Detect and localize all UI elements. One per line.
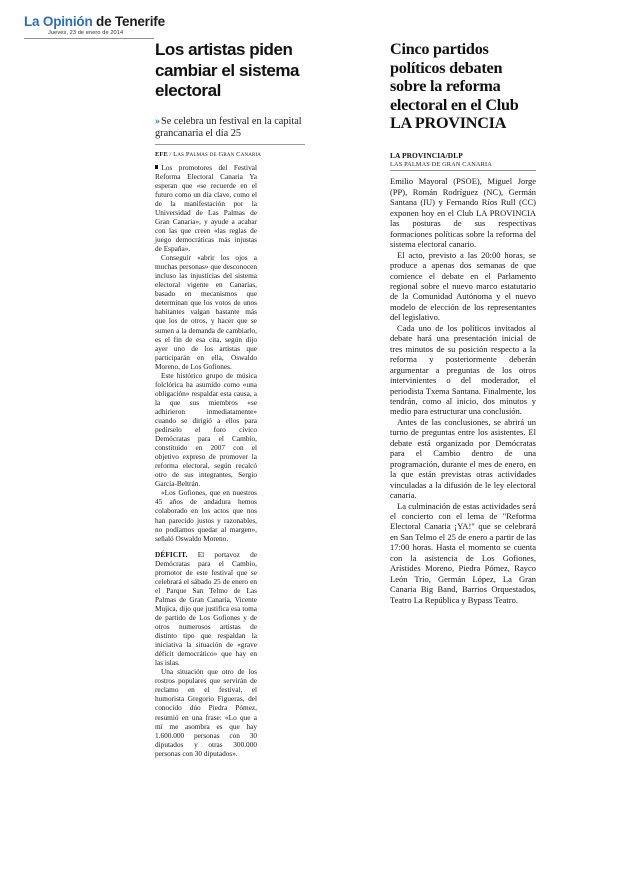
right-byline-divider — [390, 170, 536, 171]
left-section-kicker: DÉFICIT. — [155, 549, 188, 559]
square-bullet-icon — [155, 165, 158, 168]
right-paragraph-5: La culminación de estas actividades será el concierto con el lema de "Reforma Electoral Canaria ¡YA!" que se celebrará en San Telmo el 25 de enero a partir de las 17:00 horas. Hasta el momento se cuenta con la asistencia de Los Gofiones, Arístides Moreno, Piedra Pómez, Rayco León Trío, Germán López, La Gran Canaria Big Band, Barrios Orquestados, Teatro La República y Bypass Teatro. — [390, 500, 536, 605]
right-byline-place: LAS PALMAS DE GRAN CANARIA — [390, 160, 492, 168]
left-paragraph-4: «Los Gofiones, que en nuestros 45 años de andadura hemos colaborado en los actos que nos han parecido justos y razonables, no podíamos quedar al margen», señaló Oswaldo Moreno. — [155, 488, 257, 543]
left-byline-agency: EFE — [155, 150, 168, 158]
left-paragraph-1-text: Los promotores del Festival Reforma Electoral Canaria Ya esperan que «se recuerde en el futuro como un día clave, como el de la manifestación por la Universidad de Las Palmas de Gran Canaria», y ayude a acabar con las que creen «las reglas de juego democráticas más injustas de España». — [155, 162, 257, 254]
right-article-body — [390, 176, 536, 605]
left-article-subhead-block — [155, 116, 305, 145]
left-article-subhead — [155, 116, 305, 141]
masthead-date: Jueves, 23 de enero de 2014 — [48, 30, 124, 36]
right-paragraph-3: Cada uno de los políticos invitados al debate hará una presentación inicial de tres minutos de su posición respecto a la reforma y posteriormente deberán argumentar a preguntas de los otros intervinientes o del moderador, el periodista Txema Santana. Finalmente, los tendrán, como al inicio, dos minutos y medio para estructurar una conclusión. — [390, 322, 536, 417]
masthead-brand — [24, 14, 164, 29]
left-article-byline — [155, 151, 305, 158]
left-paragraph-1 — [155, 163, 257, 253]
brand-de: de — [92, 14, 115, 29]
left-article-subhead-text: Se celebra un festival en la capital grancanaria el día 25 — [155, 115, 302, 140]
left-byline-separator: / — [167, 150, 174, 158]
right-article-column — [390, 40, 536, 605]
left-byline-place: Las Palmas de Gran Canaria — [173, 150, 262, 158]
left-article-headline: Los artistas piden cambiar el sistema electoral — [155, 40, 300, 100]
right-article-headline: Cinco partidos políticos debaten sobre la reforma electoral en el Club LA PROVINCIA — [390, 40, 519, 133]
brand-tenerife: Tenerife — [114, 14, 165, 29]
right-paragraph-1: Emilio Mayoral (PSOE), Miguel Jorge (PP), Román Rodríguez (NC), Germán Santana (IU) y Fernando Ríos Rull (CC) exponen hoy en el Club LA PROVINCIA las posturas de sus respectivas formaciones políticas sobre la reforma del sistema electoral canario. — [390, 176, 536, 250]
left-subhead-divider — [155, 144, 305, 145]
brand-opinion: Opinión — [42, 14, 93, 29]
left-section-deficit — [155, 550, 257, 668]
right-article-byline — [390, 151, 536, 172]
masthead-divider — [24, 38, 154, 39]
left-paragraph-2: Conseguir «abrir los ojos a muchas personas» que desconocen incluso las injusticias del sistema electoral vigente en Canarias, basado en mecanismos que determinan que los votos de unos habitantes valgan bastante más que los de otros, y hacer que se sumen a la demanda de cambiarlo, es el fin de esa cita, según dijo ayer uno de los artistas que participarán en ella, Oswaldo Moreno, de Los Gofiones. — [155, 253, 257, 371]
brand-la: La — [24, 14, 43, 29]
right-byline-source: LA PROVINCIA/DLP — [390, 150, 463, 160]
left-section-paragraph-1: El portavoz de Demócratas para el Cambio, promotor de este festival que se celebrará el sábado 25 de enero en el Parque San Telmo de Las Palmas de Gran Canaria, Vicente Mujica, dijo que justifica esa toma de partido de Los Gofiones y de otros numerosos artistas de distinto tipo que respaldan la iniciativa la situación de «grave déficit democrático» que hay en las islas. — [155, 549, 257, 668]
double-chevron-icon: » — [155, 115, 158, 127]
left-paragraph-3: Este histórico grupo de música folclórica ha asumido como «una obligación» respaldar esta causa, a la que sus miembros «se adhirieron inmediatamente» cuando se dirigió a ellos para pedírselo el foro cívico Demócratas para el Cambio, constituido en 2007 con el objetivo expreso de promover la reforma electoral, según recalcó otro de sus integrantes, Sergio García-Beltrán. — [155, 370, 257, 489]
left-article-column — [155, 40, 302, 758]
right-paragraph-4: Antes de las conclusiones, se abrirá un turno de preguntas entre los asistentes. El debate está organizado por Demócratas para el Cambio dentro de una programación, durante el mes de enero, en la que están previstas otras actividades vinculadas a la difusión de le ley electoral canaria. — [390, 416, 536, 501]
masthead — [24, 14, 164, 36]
left-article-body — [155, 163, 257, 758]
right-paragraph-2: El acto, previsto a las 20:00 horas, se produce a apenas dos semanas de que comience el debate en el Parlamento regional sobre el nuevo marco estatutario de la Comunidad Autónoma y el nuevo modelo de elección de los representantes del legislativo. — [390, 249, 536, 323]
left-section-paragraph-2: Una situación que otro de los rostros populares que servirán de reclamo en el festival, el humorista Gregorio Figueras, del conocido dúo Piedra Pómez, resumió en una frase: «Lo que a mí me asombra es que hay 1.600.000 personas con 30 diputados y otras 300.000 personas con 30 diputados». — [155, 667, 257, 758]
